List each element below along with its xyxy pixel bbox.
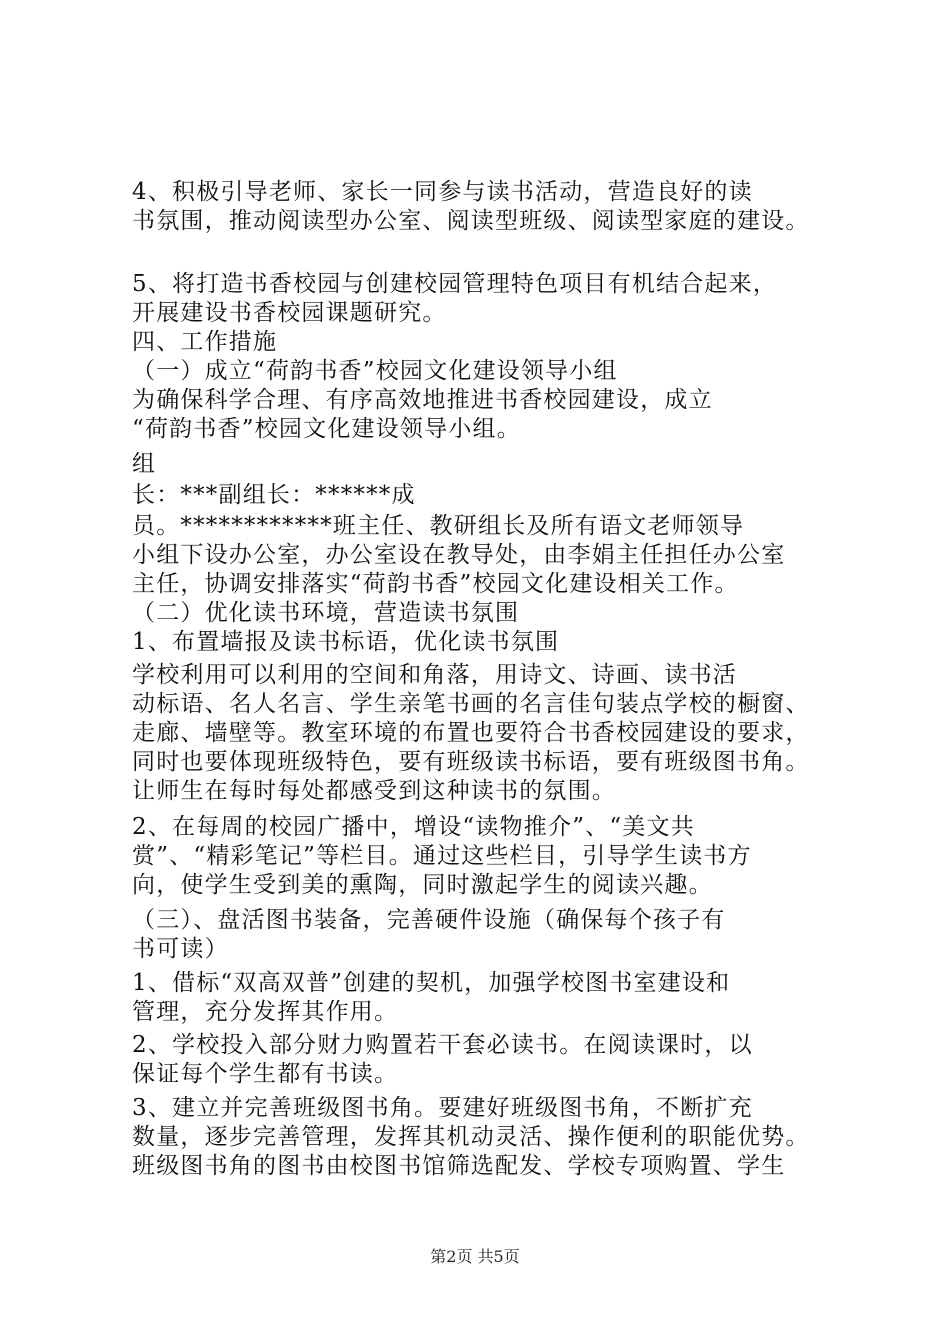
text-line: 书可读）: [132, 936, 229, 962]
subsection-heading: （二）优化读书环境，营造读书氛围: [132, 600, 520, 626]
text-line: 组: [132, 451, 157, 477]
text-line: 数量，逐步完善管理，发挥其机动灵活、操作便利的职能优势。: [132, 1124, 810, 1150]
text-line: 开展建设书香校园课题研究。: [132, 300, 447, 326]
text-line: 同时也要体现班级特色，要有班级读书标语，要有班级图书角。: [132, 749, 810, 775]
text-line: 1、借标“双高双普”创建的契机，加强学校图书室建设和: [132, 970, 731, 996]
text-line: 5、将打造书香校园与创建校园管理特色项目有机结合起来，: [132, 271, 778, 297]
text-line: 3、建立并完善班级图书角。要建好班级图书角，不断扩充: [132, 1095, 753, 1121]
text-line: 1、布置墙报及读书标语，优化读书氛围: [132, 629, 560, 655]
text-line: 走廊、墙壁等。教室环境的布置也要符合书香校园建设的要求，: [132, 720, 810, 746]
text-line: 小组下设办公室，办公室设在教导处，由李娟主任担任办公室: [132, 542, 786, 568]
text-line: 管理，充分发挥其作用。: [132, 999, 399, 1025]
text-line: 班级图书角的图书由校图书馆筛选配发、学校专项购置、学生: [132, 1153, 786, 1179]
page-footer: 第2页 共5页: [430, 1247, 520, 1266]
text-line: 保证每个学生都有书读。: [132, 1061, 399, 1087]
text-line: 长：***副组长：******成: [132, 482, 416, 508]
text-line: 让师生在每时每处都感受到这种读书的氛围。: [132, 778, 616, 804]
text-line: “荷韵书香”校园文化建设领导小组。: [132, 416, 521, 442]
text-line: 动标语、名人名言、学生亲笔书画的名言佳句装点学校的橱窗、: [132, 691, 810, 717]
text-line: 赏”、“精彩笔记”等栏目。通过这些栏目，引导学生读书方: [132, 843, 752, 869]
subsection-heading: （三）、盘活图书装备，完善硬件设施（确保每个孩子有: [132, 907, 726, 933]
text-line: 向，使学生受到美的熏陶，同时激起学生的阅读兴趣。: [132, 872, 713, 898]
text-line: 主任，协调安排落实“荷韵书香”校园文化建设相关工作。: [132, 571, 739, 597]
text-line: 学校利用可以利用的空间和角落，用诗文、诗画、读书活: [132, 662, 737, 688]
text-line: 2、在每周的校园广播中，增设“读物推介”、“美文共: [132, 814, 695, 840]
section-heading: 四、工作措施: [132, 329, 278, 355]
text-line: 员。************班主任、教研组长及所有语文老师领导: [132, 513, 745, 539]
text-line: 为确保科学合理、有序高效地推进书香校园建设，成立: [132, 387, 713, 413]
subsection-heading: （一）成立“荷韵书香”校园文化建设领导小组: [132, 358, 618, 384]
text-line: 2、学校投入部分财力购置若干套必读书。在阅读课时，以: [132, 1032, 753, 1058]
text-line: 书氛围，推动阅读型办公室、阅读型班级、阅读型家庭的建设。: [132, 208, 810, 234]
text-line: 4、积极引导老师、家长一同参与读书活动，营造良好的读: [132, 179, 753, 205]
